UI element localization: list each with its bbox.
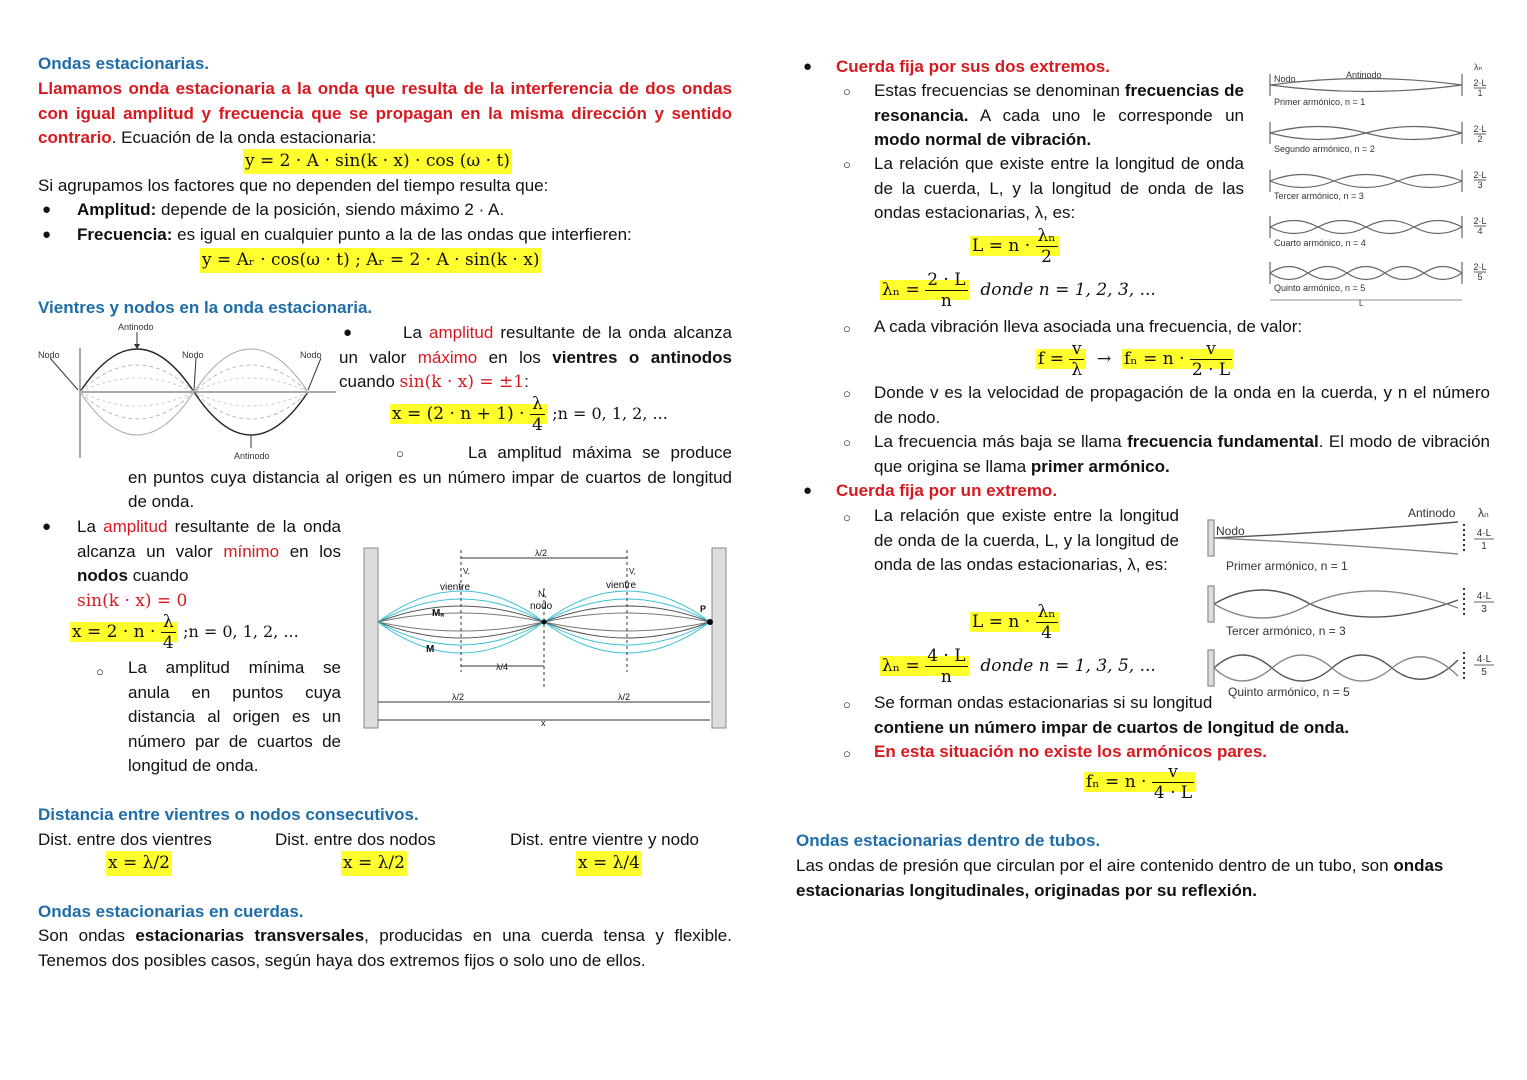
fig3-mode4-label: Cuarto armónico, n = 4 (1274, 238, 1366, 248)
fig3-mode1-den: 1 (1477, 88, 1483, 98)
equation-fn-4L: fₙ = n · $\frac{v}{4 \cdot L}$ (1084, 762, 1196, 803)
fig3-mode4-num: 2·L (1473, 216, 1487, 226)
agrupamos-text: Si agrupamos los factores que no dependen del tiempo resulta que: (38, 176, 549, 195)
definition-paragraph (38, 77, 732, 151)
relacion-paragraph: La relación que existe entre la longitud de onda de la cuerda, L, y la longitud de onda de las ondas estacionarias, λ, es: (874, 154, 1244, 222)
amplitud-text: depende de la posición, siendo máximo 2 · A. (156, 200, 505, 219)
fig4-mode5-label: Quinto armónico, n = 5 (1228, 685, 1350, 699)
circle-bullet-icon: ○ (843, 386, 851, 401)
equation-amplitude: y = Aᵣ · cos(ω · t) ; Aᵣ = 2 · A · sin(k · x) (200, 248, 541, 273)
circle-bullet-icon: ○ (843, 84, 851, 99)
definition-red-text: Llamamos onda estacionaria a la onda que resulta de la interferencia de dos ondas con igual amplitud y frecuencia que se propagan en la misma dirección y sentido contrario (38, 79, 732, 147)
dist-vientre-nodo-value: x = λ/4 (576, 851, 642, 876)
fig3-mode5-num: 2·L (1473, 262, 1487, 272)
fig3-lambda-n-label: λₙ (1474, 62, 1483, 72)
lambda4-label: λ/4 (496, 662, 509, 672)
frecuencia-item (77, 223, 632, 248)
frecuencia-text: es igual en cualquier punto a la de las ondas que interfieren: (172, 225, 632, 244)
nodo-label-2: Nodo (182, 350, 204, 360)
fig3-mode1-num: 2·L (1473, 78, 1487, 88)
fig4-mode3-num: 4·L (1476, 591, 1492, 602)
nodo-label: nodo (530, 601, 553, 612)
definition-tail: . Ecuación de la onda estacionaria: (111, 128, 377, 147)
fundamental-paragraph: La frecuencia más baja se llama frecuencia fundamental. El modo de vibración que origina se llama primer armónico. (874, 432, 1490, 476)
antinodo-bottom-label: Antinodo (234, 451, 270, 461)
dist-vientres-value: x = λ/2 (106, 851, 172, 876)
circle-bullet-icon: ○ (843, 746, 851, 761)
equation-minimo: x = 2 · n · $\frac{\lambda}{4}$ ;n = 0, 1, 2, ... (72, 612, 299, 653)
title-fija-un-extremo: Cuerda fija por un extremo. (836, 481, 1058, 500)
maximo-sub-paragraph: La amplitud máxima se produce en puntos cuya distancia al origen es un número impar de cuartos de longitud de onda. (128, 443, 732, 511)
circle-bullet-icon: ○ (843, 435, 851, 450)
title-fija-dos-extremos: Cuerda fija por sus dos extremos. (836, 57, 1110, 76)
circle-bullet-icon: ○ (396, 446, 404, 461)
equation-lambda-n-4L: λₙ = $\frac{4 \cdot L}{n}$ donde n = 1, 3, 5, ... (882, 646, 1156, 687)
fig3-nodo-label: Nodo (1274, 74, 1296, 84)
harmonics-fixed-one-figure (1202, 500, 1502, 710)
nodo-label-1: Nodo (38, 350, 60, 360)
fig4-mode3-label: Tercer armónico, n = 3 (1226, 624, 1346, 638)
fig4-mode1-den: 1 (1481, 541, 1487, 552)
bullet-icon: ● (343, 324, 353, 341)
dist-nodos-value: x = λ/2 (341, 851, 407, 876)
velocidad-paragraph: Donde v es la velocidad de propagación de la onda en la cuerda, y n el número de nodo. (874, 383, 1490, 427)
dist-vientre-nodo-label: Dist. entre vientre y nodo (510, 830, 699, 849)
fig4-antinodo-label: Antinodo (1408, 506, 1456, 520)
dist-nodos-label: Dist. entre dos nodos (275, 830, 436, 849)
fig4-mode5-den: 5 (1481, 667, 1487, 678)
vientre-label-2: vientre (606, 580, 637, 591)
equation-lambda-n: λₙ = $\frac{2 \cdot L}{n}$ donde n = 1, 2, 3, ... (882, 270, 1156, 311)
fig3-mode3-label: Tercer armónico, n = 3 (1274, 191, 1364, 201)
resonancia-paragraph: Estas frecuencias se denominan frecuencias de resonancia. A cada uno le corresponde un modo normal de vibración. (874, 81, 1245, 149)
m-label: M (426, 644, 435, 655)
harmonics-fixed-both-figure (1262, 60, 1492, 310)
circle-bullet-icon: ○ (843, 321, 851, 336)
fig4-mode1-label: Primer armónico, n = 1 (1226, 559, 1348, 573)
circle-bullet-icon: ○ (843, 697, 851, 712)
relacion-un-extremo-paragraph: La relación que existe entre la longitud de onda de la cuerda, L, y la longitud de onda de las ondas estacionarias, λ, es: (874, 506, 1179, 574)
circle-bullet-icon: ○ (843, 157, 851, 172)
string-nodes-figure (360, 540, 735, 740)
nodo-n-label: N, (538, 589, 547, 599)
title-distancia: Distancia entre vientres o nodos consecutivos. (38, 805, 419, 824)
title-tubos: Ondas estacionarias dentro de tubos. (796, 831, 1101, 850)
lambda2-left-label: λ/2 (452, 692, 465, 702)
equation-maximo: x = (2 · n + 1) · $\frac{\lambda}{4}$ ;n = 0, 1, 2, ... (392, 394, 668, 435)
circle-bullet-icon: ○ (96, 664, 104, 679)
fig3-mode5-den: 5 (1477, 272, 1483, 282)
circle-bullet-icon: ○ (843, 510, 851, 525)
impar-paragraph: Se forman ondas estacionarias si su longitud contiene un número impar de cuartos de longitud de onda. (874, 693, 1350, 737)
amplitud-label: Amplitud: (77, 200, 157, 219)
fig4-mode3-den: 3 (1481, 604, 1487, 615)
fig3-mode1-label: Primer armónico, n = 1 (1274, 97, 1366, 107)
minimo-sub-paragraph: La amplitud mínima se anula en puntos cuya distancia al origen es un número par de cuartos de longitud de onda. (128, 658, 341, 775)
equation-L-n-4: L = n · $\frac{\text{λₙ}}{4}$ (970, 602, 1060, 643)
v1-label: V, (463, 567, 470, 576)
fig3-mode2-den: 2 (1477, 134, 1483, 144)
dist-vientres-label: Dist. entre dos vientres (38, 830, 212, 849)
amplitud-item (77, 198, 504, 223)
cuerdas-paragraph: Son ondas estacionarias transversales, producidas en una cuerda tensa y flexible. Tenemos dos posibles casos, según haya dos extremos fijos o solo uno de ellos. (38, 926, 732, 970)
equation-standing-wave: y = 2 · A · sin(k · x) · cos (ω · t) (243, 149, 512, 174)
equation-L-n: L = n · $\frac{\text{λₙ}}{2}$ (970, 226, 1060, 267)
maximo-paragraph: La amplitud resultante de la onda alcanza un valor máximo en los vientres o antinodos cuando sin(k · x) = ±1: (339, 323, 733, 392)
vientre-label-1: vientre (440, 582, 471, 593)
fig3-mode2-label: Segundo armónico, n = 2 (1274, 144, 1375, 154)
fig4-lambda-n-label: λₙ (1478, 506, 1489, 520)
fig3-mode3-num: 2·L (1473, 170, 1487, 180)
lambda2-right-label: λ/2 (618, 692, 631, 702)
minimo-paragraph: La amplitud resultante de la onda alcanza un valor mínimo en los nodos cuando sin(k · x) = 0 (77, 517, 341, 611)
frecuencia-label: Frecuencia: (77, 225, 173, 244)
bullet-icon: ● (42, 201, 52, 218)
fig3-L-label: L (1359, 299, 1364, 308)
ma-label: Mₐ (432, 608, 445, 619)
fig3-mode4-den: 4 (1477, 226, 1483, 236)
v2-label: V, (629, 567, 636, 576)
tubos-paragraph: Las ondas de presión que circulan por el aire contenido dentro de un tubo, son ondas estacionarias longitudinales, originadas por su reflexión. (796, 856, 1444, 900)
title-ondas-estacionarias: Ondas estacionarias. (38, 54, 210, 73)
nodo-label-3: Nodo (300, 350, 322, 360)
lambda2-top-label: λ/2 (535, 548, 548, 558)
bullet-icon: ● (803, 58, 813, 75)
fig4-nodo-label: Nodo (1216, 524, 1245, 538)
armonicos-pares-text: En esta situación no existe los armónicos pares. (874, 742, 1268, 761)
title-cuerdas: Ondas estacionarias en cuerdas. (38, 902, 304, 921)
equation-frequency: f = $\frac{v}{\lambda}$ → fₙ = n · $\frac{v}{2 \cdot L}$ (1036, 339, 1234, 380)
fig3-mode5-label: Quinto armónico, n = 5 (1274, 283, 1366, 293)
x-label: x (541, 718, 546, 728)
bullet-icon: ● (42, 518, 52, 535)
p-label: P (700, 604, 707, 614)
title-vientres-nodos: Vientres y nodos en la onda estacionaria. (38, 298, 373, 317)
antinodo-top-label: Antinodo (118, 322, 154, 332)
fig3-mode3-den: 3 (1477, 180, 1483, 190)
fig3-antinodo-label: Antinodo (1346, 70, 1382, 80)
fig3-mode2-num: 2·L (1473, 124, 1487, 134)
bullet-icon: ● (42, 226, 52, 243)
fig4-mode5-num: 4·L (1476, 654, 1492, 665)
bullet-icon: ● (803, 482, 813, 499)
fig4-mode1-num: 4·L (1476, 528, 1492, 539)
frecuencia-valor-text: A cada vibración lleva asociada una frecuencia, de valor: (874, 317, 1303, 336)
